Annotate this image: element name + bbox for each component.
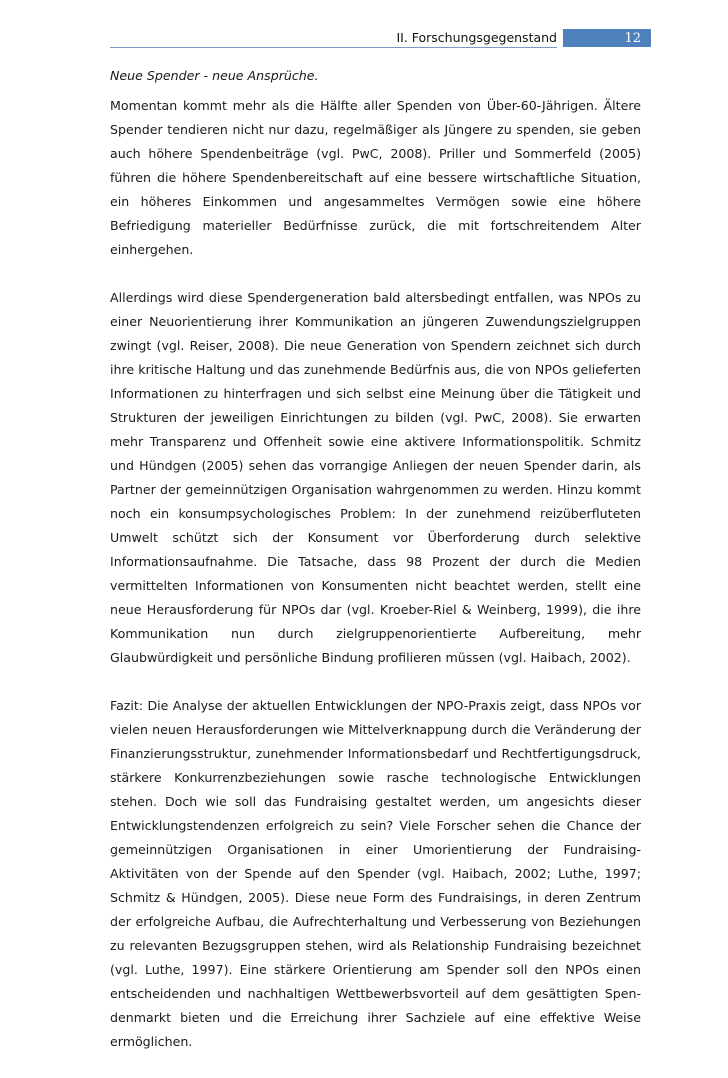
page-header [110,29,651,49]
section-subheading: Neue Spender - neue Ansprüche. [110,68,319,83]
chapter-title: II. Forschungsgegenstand [396,30,557,45]
page-body [110,64,641,1078]
paragraph-conclusion: Fazit: Die Analyse der aktuellen Entwicklungen der NPO-Praxis zeigt, dass NPOs vor vielen neuen Herausforderungen wie Mittelverknappung durch die Veränderung der Finanzierungsstruktur, zunehmender Informationsbedarf und Rechtfertigungsdruck, stärkere Konkurrenzbeziehungen sowie rasche technologische Entwicklungen stehen. Doch wie soll das Fundraising gestaltet werden, um angesichts dieser Entwicklungstendenzen erfolgreich zu sein? Viele Forscher sehen die Chance der gemeinnützigen Organisationen in einer Umorientierung der Fundraising-Aktivitäten von der Spende auf den Spender (vgl. Haibach, 2002; Luthe, 1997; Schmitz & Hündgen, 2005). Diese neue Form des Fundraisings, in deren Zentrum der erfolgreiche Aufbau, die Aufrechterhaltung und Verbesserung von Beziehungen zu relevanten Bezugsgruppen stehen, wird als Relationship Fundraising bezeichnet (vgl. Luthe, 1997). Eine stärkere Orientierung am Spender soll den NPOs einen entscheidenden und nachhaltigen Wettbewerbsvorteil auf dem gesättigten Spendenmarkt bieten und die Erreichung ihrer Sachziele auf eine effektive Weise ermöglichen. [110,698,641,1049]
header-rule [110,47,557,48]
page-number: 12 [563,29,651,47]
paragraph-older-donors: Momentan kommt mehr als die Hälfte aller Spenden von Über-60-Jährigen. Ältere Spender tendieren nicht nur dazu, regelmäßiger als Jüngere zu spenden, sie geben auch höhere Spendenbeiträge (vgl. PwC, 2008). Priller und Sommerfeld (2005) führen die höhere Spendenbereitschaft auf eine bessere wirtschaftliche Situation, ein höheres Einkommen und angesammeltes Vermögen sowie eine höhere Befriedigung materieller Bedürfnisse zurück, die mit fortschreitendem Alter einhergehen. [110,98,641,257]
paragraph-new-generation: Allerdings wird diese Spendergeneration bald altersbedingt entfallen, was NPOs zu einer Neuorientierung ihrer Kommunikation an jüngeren Zuwendungszielgruppen zwingt (vgl. Reiser, 2008). Die neue Generation von Spendern zeichnet sich durch ihre kritische Haltung und das zunehmende Bedürfnis aus, die von NPOs gelieferten Informationen zu hinterfragen und sich selbst eine Meinung über die Tätigkeit und Strukturen der jeweiligen Einrichtungen zu bilden (vgl. PwC, 2008). Sie erwarten mehr Transparenz und Offenheit sowie eine aktivere Informationspolitik. Schmitz und Hündgen (2005) sehen das vorrangige Anliegen der neuen Spender darin, als Partner der gemeinnützigen Organisation wahrgenommen zu werden. Hinzu kommt noch ein konsumpsychologisches Problem: In der zunehmend reizüberfluteten Umwelt schützt sich der Konsument vor Überforderung durch selektive Informationsaufnahme. Die Tatsache, dass 98 Prozent der durch die Medien vermittelten Informationen von Konsumenten nicht beachtet werden, stellt eine neue Herausforderung für NPOs dar (vgl. Kroeber-Riel & Weinberg, 1999), die ihre Kommunikation nun durch zielgruppenorientierte Aufbereitung, mehr Glaubwürdigkeit und persönliche Bindung profilieren müssen (vgl. Haibach, 2002). [110,290,641,665]
